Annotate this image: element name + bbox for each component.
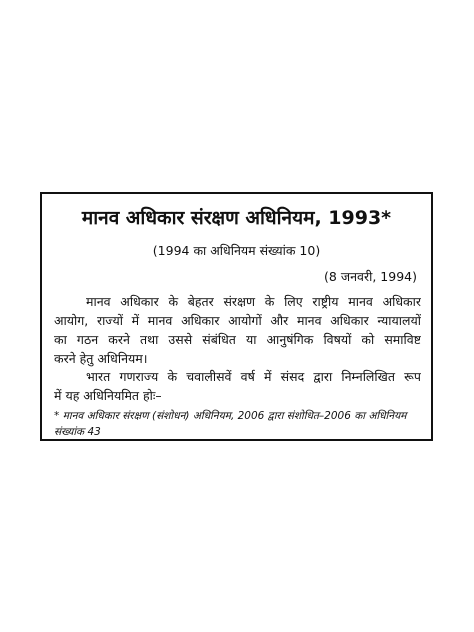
amendment-footnote <box>54 408 421 440</box>
act-header-box <box>40 192 433 441</box>
footnote-line: संख्यांक 43 <box>54 426 101 438</box>
enacting-clause-paragraph <box>54 367 421 405</box>
preamble-line: मानव अधिकार के बेहतर संरक्षण के लिए राष्ट्रीय मानव अधिकार <box>86 294 421 309</box>
act-date: (8 जनवरी, 1994) <box>324 269 417 284</box>
act-title: मानव अधिकार संरक्षण अधिनियम, 1993* <box>81 207 392 229</box>
enacting-clause-line: में यह अधिनियमित होः– <box>54 388 162 403</box>
preamble-paragraph <box>54 292 421 368</box>
footnote-line: * मानव अधिकार संरक्षण (संशोधन) अधिनियम, 2006 द्वारा संशोधित–2006 का अधिनियम <box>54 410 407 422</box>
act-number: (1994 का अधिनियम संख्यांक 10) <box>152 243 321 258</box>
preamble-line: करने हेतु अधिनियम। <box>54 351 148 366</box>
preamble-line: का गठन करने तथा उससे संबंधित या आनुषंगिक विषयों को समाविष्ट <box>54 332 421 347</box>
preamble-line: आयोग, राज्यों में मानव अधिकार आयोगों और मानव अधिकार न्यायालयों <box>54 313 421 328</box>
enacting-clause-line: भारत गणराज्य के चवालीसवें वर्ष में संसद द्वारा निम्नलिखित रूप <box>86 369 421 384</box>
